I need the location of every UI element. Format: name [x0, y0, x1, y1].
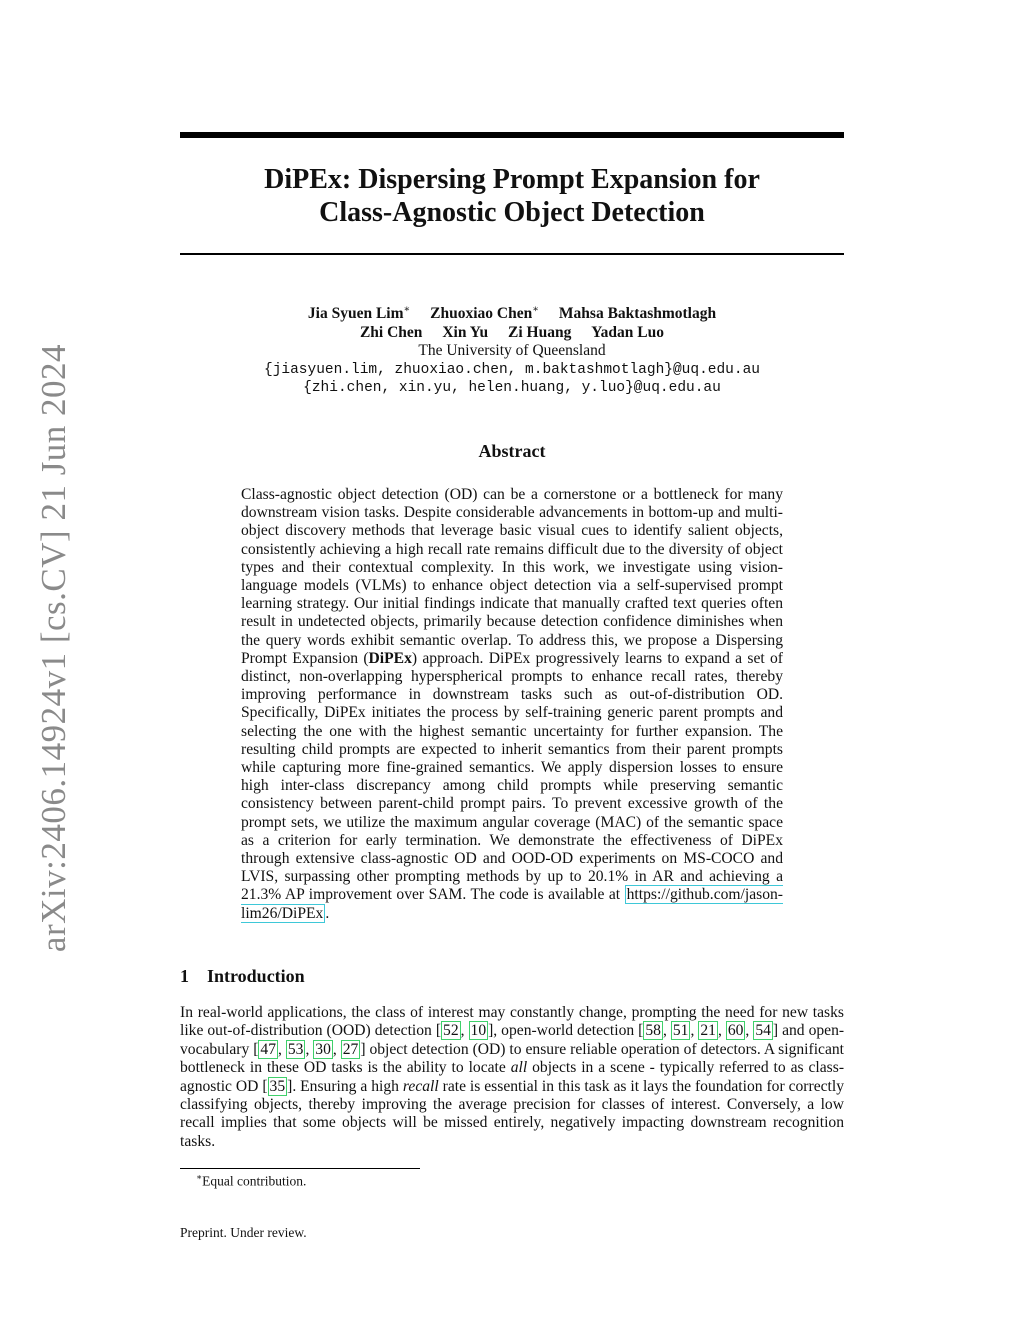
author: Xin Yu — [442, 323, 489, 341]
citation-link[interactable]: 27 — [342, 1040, 359, 1058]
email-line-2: {zhi.chen, xin.yu, helen.huang, y.luo}@uq.edu.au — [303, 380, 721, 397]
preprint-notice: Preprint. Under review. — [180, 1225, 307, 1240]
author-row-1 — [180, 301, 844, 324]
citation-link[interactable]: 60 — [727, 1022, 744, 1040]
citation-link[interactable]: 52 — [443, 1022, 459, 1040]
introduction-paragraph: In real-world applications, the class of interest may constantly change, prompting the need for new tasks like out-of-distribution (OOD) detection [ 52 , 10 ], open-world detection [ 58 , 51 , 21 , 60 , 54 ] and open-vocabulary [ 47 , 53 , 30 , 27 ] object detection (OD) to ensure reliable operation of detectors. A significant bottleneck in these OD tasks is the ability to locate all objects in a scene - typically referred to as class-agnostic OD [ 35 ]. Ensuring a high recall rate is essential in this task as it lays the foundation for correctly classifying objects, thereby improving the average precision for classes of interest. Conversely, a low recall implies that some objects will be missed entirely, negatively impacting downstream recognition tasks. — [180, 1004, 845, 1150]
citation-link[interactable]: 47 — [260, 1040, 276, 1058]
method-name: DiPEx — [368, 649, 412, 667]
abstract-heading: Abstract — [478, 441, 546, 461]
author: Zhi Chen — [359, 323, 423, 341]
footnote: ∗Equal contribution. — [196, 1172, 307, 1189]
citation-link[interactable]: 21 — [700, 1022, 716, 1040]
arxiv-identifier: arXiv:2406.14924v1 [cs.CV] 21 Jun 2024 — [34, 343, 73, 953]
title-bottom-rule — [180, 253, 844, 255]
citation-link[interactable]: 51 — [672, 1022, 689, 1040]
section-heading-introduction: 1 Introduction — [180, 966, 305, 986]
title-top-rule — [180, 132, 844, 138]
author: Jia Syuen Lim∗ — [307, 304, 411, 323]
title-line-1: DiPEx: Dispersing Prompt Expansion for — [264, 164, 760, 195]
footnote-rule — [180, 1168, 420, 1169]
author: Zi Huang — [508, 323, 572, 341]
email-line-1: {jiasyuen.lim, zhuoxiao.chen, m.baktashmotlagh}@uq.edu.au — [264, 361, 760, 378]
citation-link[interactable]: 35 — [269, 1077, 286, 1095]
citation-link[interactable]: 54 — [755, 1022, 771, 1040]
citation-link[interactable]: 53 — [287, 1040, 304, 1058]
citation-link[interactable]: 10 — [470, 1022, 487, 1040]
citation-link[interactable]: 30 — [315, 1040, 331, 1058]
author-row-2 — [180, 324, 844, 343]
author: Zhuoxiao Chen∗ — [430, 304, 540, 323]
author-block — [180, 301, 844, 398]
author: Mahsa Baktashmotlagh — [558, 305, 717, 323]
affiliation: The University of Queensland — [418, 342, 606, 360]
title-line-2: Class-Agnostic Object Detection — [319, 197, 705, 228]
code-link[interactable]: https://github.com/jason-lim26/DiPEx — [241, 886, 783, 922]
citation-link[interactable]: 58 — [645, 1022, 661, 1040]
author: Yadan Luo — [591, 323, 665, 341]
paper-title — [180, 163, 844, 229]
abstract-text: Class-agnostic object detection (OD) can be a cornerstone or a bottleneck for many downstream vision tasks. Despite considerable advancements in bottom-up and multi-object discovery methods that leverage basic visual cues to identify salient objects, consistently achieving a high recall rate remains difficult due to the diversity of object types and their contextual complexity. In this work, we investigate using vision-language models (VLMs) to enhance object detection via a self-supervised prompt learning strategy. Our initial findings indicate that manually crafted text queries often result in undetected objects, primarily because detection confidence diminishes when the query words exhibit semantic overlap. To address this, we propose a Dispersing Prompt Expansion (DiPEx) approach. DiPEx progressively learns to expand a set of distinct, non-overlapping hyperspherical prompts to enhance recall rates, thereby improving performance in downstream tasks such as out-of-distribution OD. Specifically, DiPEx initiates the process by self-training generic parent prompts and selecting the one with the highest semantic uncertainty for further expansion. The resulting child prompts are expected to inherit semantics from their parent prompts while capturing more fine-grained semantics. We apply dispersion losses to ensure high inter-class discrepancy among child prompts while preserving semantic consistency between parent-child prompt pairs. To prevent excessive growth of the prompt sets, we utilize the maximum angular coverage (MAC) of the semantic space as a criterion for early termination. We demonstrate the effectiveness of DiPEx through extensive class-agnostic OD and OOD-OD experiments on MS-COCO and LVIS, surpassing other prompting methods by up to 20.1% in AR and achieving a 21.3% AP improvement over SAM. The code is available at https://github.com/jason-lim26/DiPEx . — [241, 486, 783, 922]
